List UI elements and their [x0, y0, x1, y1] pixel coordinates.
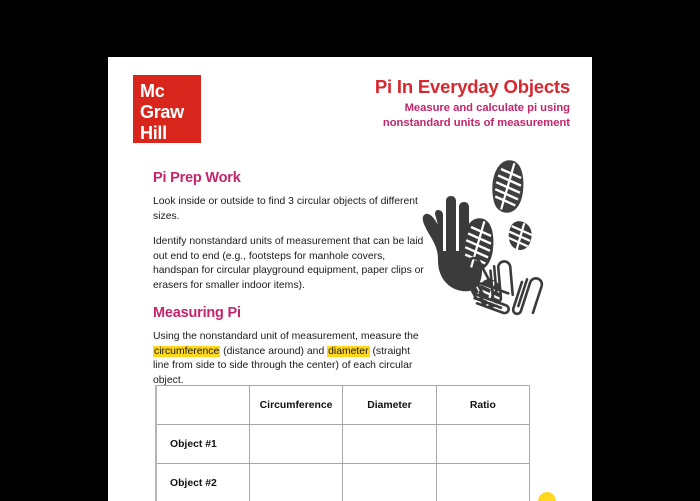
measuring-text-part-3: (straight line from side to side through the center) of each circular object.	[153, 345, 413, 386]
page-subtitle-line-2: nonstandard units of measurement	[382, 116, 570, 129]
table-row-label: Object #2	[156, 464, 249, 501]
prep-paragraph-2: Identify nonstandard units of measurement that can be laid out end to end (e.g., footsteps for manhole covers, handspan for circular playground equipment, paper clips or erasers for smaller indoor items).	[153, 236, 424, 291]
highlight-circumference: circumference	[154, 345, 220, 357]
cell-diameter[interactable]	[343, 464, 436, 501]
cell-circumference[interactable]	[249, 425, 342, 464]
page-subtitle-line-1: Measure and calculate pi using	[404, 102, 570, 114]
mcgraw-hill-logo	[133, 75, 201, 143]
table-header-ratio: Ratio	[436, 386, 529, 425]
table-header-circumference: Circumference	[249, 386, 342, 425]
table-header-diameter: Diameter	[343, 386, 436, 425]
logo-line-3: Hill	[140, 123, 167, 143]
logo-line-1: Mc	[140, 81, 165, 101]
table-row	[156, 464, 530, 501]
measuring-instructions	[153, 330, 428, 388]
cell-diameter[interactable]	[343, 425, 436, 464]
page-title: Pi In Everyday Objects	[374, 76, 570, 97]
measuring-text-part-1: Using the nonstandard unit of measurement, measure the	[153, 331, 419, 342]
page-subtitle	[270, 101, 570, 130]
cell-ratio[interactable]	[436, 464, 529, 501]
paperclip-icon	[512, 274, 543, 318]
header-text-block	[270, 76, 570, 130]
section-measuring-pi	[153, 305, 428, 388]
worksheet-page	[108, 57, 592, 501]
table-row-label: Object #1	[156, 425, 249, 464]
table-header-corner	[156, 386, 249, 425]
cell-ratio[interactable]	[436, 425, 529, 464]
measuring-text-part-2: (distance around) and	[220, 345, 328, 357]
table-row	[156, 425, 530, 464]
section-pi-prep-work	[153, 170, 428, 294]
illustration-group	[408, 153, 588, 333]
section-heading-pi-prep-work: Pi Prep Work	[153, 170, 241, 186]
prep-paragraph-1: Look inside or outside to find 3 circular objects of different sizes.	[153, 196, 418, 222]
measurement-table	[155, 385, 530, 501]
logo-line-2: Graw	[140, 102, 184, 122]
cell-circumference[interactable]	[249, 464, 342, 501]
section-heading-measuring-pi: Measuring Pi	[153, 305, 241, 321]
table-header-row	[156, 386, 530, 425]
bottom-yellow-accent-shape	[538, 492, 556, 501]
highlight-diameter: diameter	[328, 345, 369, 357]
